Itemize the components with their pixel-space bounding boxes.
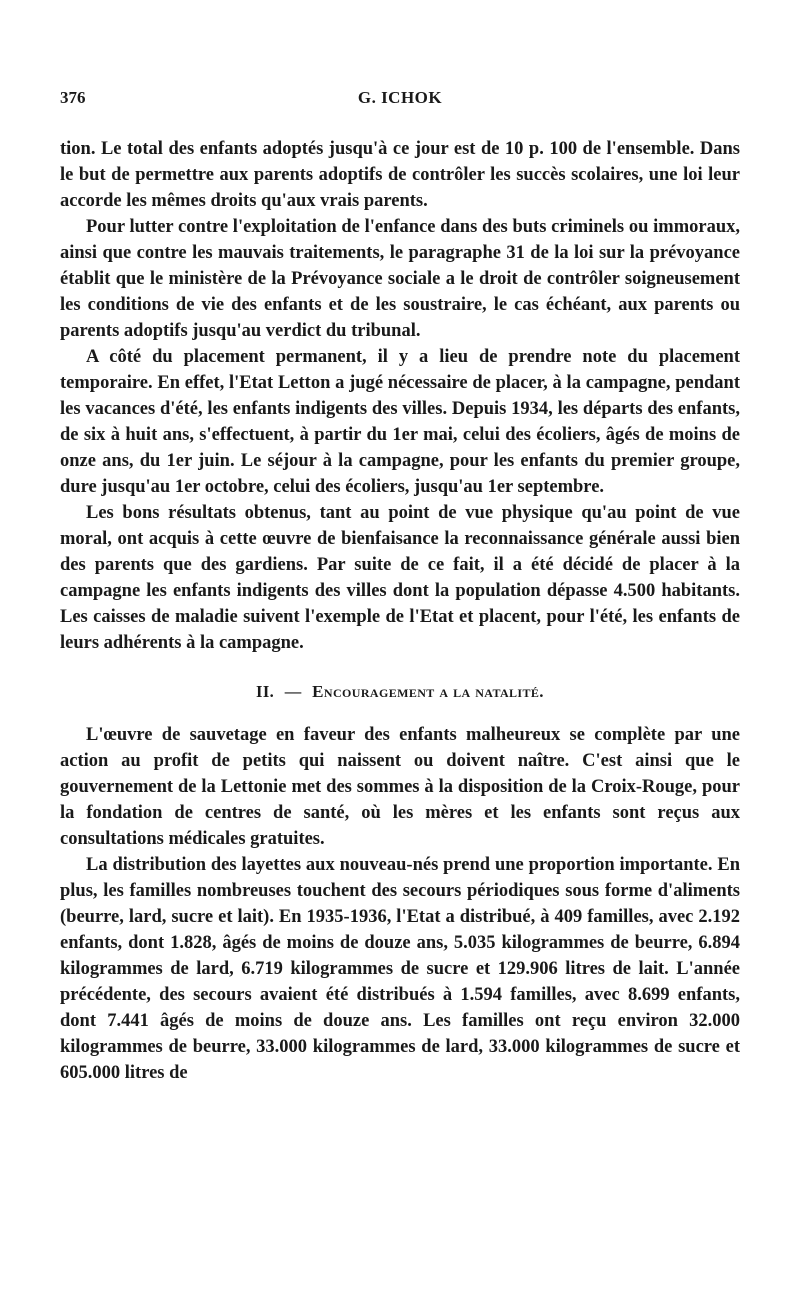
body-text [60,136,740,1086]
section-title: Encouragement a la natalité. [312,682,544,701]
paragraph: A côté du placement permanent, il y a lieu de prendre note du placement temporaire. En effet, l'Etat Letton a jugé nécessaire de placer, à la campagne, pendant les vacances d'été, les enfants indigents des villes. Depuis 1934, les départs des enfants, de six à huit ans, s'effectuent, à partir du 1er mai, celui des écoliers, âgés de moins de onze ans, du 1er juin. Le séjour à la campagne, pour les enfants du premier groupe, dure jusqu'au 1er octobre, celui des écoliers, jusqu'au 1er septembre. [60,347,740,497]
section-number: II. [256,682,275,701]
paragraph: tion. Le total des enfants adoptés jusqu'à ce jour est de 10 p. 100 de l'ensemble. Dans le but de permettre aux parents adoptifs de contrôler les succès scolaires, une loi leur accorde les mêmes droits qu'aux vrais parents. [60,139,740,211]
paragraph: Les bons résultats obtenus, tant au point de vue physique qu'au point de vue moral, ont acquis à cette œuvre de bienfaisance la reconnaissance générale aussi bien des parents que des gardiens. Par suite de ce fait, il a été décidé de placer à la campagne les enfants indigents des villes dont la population dépasse 4.500 habitants. Les caisses de maladie suivent l'exemple de l'Etat et placent, pour l'été, les enfants de leurs adhérents à la campagne. [60,503,740,653]
running-header [60,88,740,122]
page-number: 376 [60,88,86,107]
paragraph: L'œuvre de sauvetage en faveur des enfants malheureux se complète par une action au profit de petits qui naissent ou doivent naître. C'est ainsi que le gouvernement de la Lettonie met des sommes à la disposition de la Croix-Rouge, pour la fondation de centres de santé, où les mères et les enfants sont reçus aux consultations médicales gratuites. [60,725,740,849]
section-heading [60,682,740,702]
running-title: G. ICHOK [357,88,443,107]
paragraph: Pour lutter contre l'exploitation de l'enfance dans des buts criminels ou immoraux, ainsi que contre les mauvais traitements, le paragraphe 31 de la loi sur la prévoyance établit que le ministère de la Prévoyance sociale a le droit de contrôler soigneusement les conditions de vie des enfants et de les soustraire, le cas échéant, aux parents ou parents adoptifs jusqu'au verdict du tribunal. [60,217,740,341]
section-dash: — [284,682,302,701]
document-page [60,88,740,1086]
paragraph: La distribution des layettes aux nouveau-nés prend une proportion importante. En plus, les familles nombreuses touchent des secours périodiques sous forme d'aliments (beurre, lard, sucre et lait). En 1935-1936, l'Etat a distribué, à 409 familles, avec 2.192 enfants, dont 1.828, âgés de moins de douze ans, 5.035 kilogrammes de beurre, 6.894 kilogrammes de lard, 6.719 kilogrammes de sucre et 129.906 litres de lait. L'année précédente, des secours avaient été distribués à 1.594 familles, avec 8.699 enfants, dont 7.441 âgés de moins de douze ans. Les familles ont reçu environ 32.000 kilogrammes de beurre, 33.000 kilogrammes de lard, 33.000 kilogrammes de sucre et 605.000 litres de [60,855,740,1083]
